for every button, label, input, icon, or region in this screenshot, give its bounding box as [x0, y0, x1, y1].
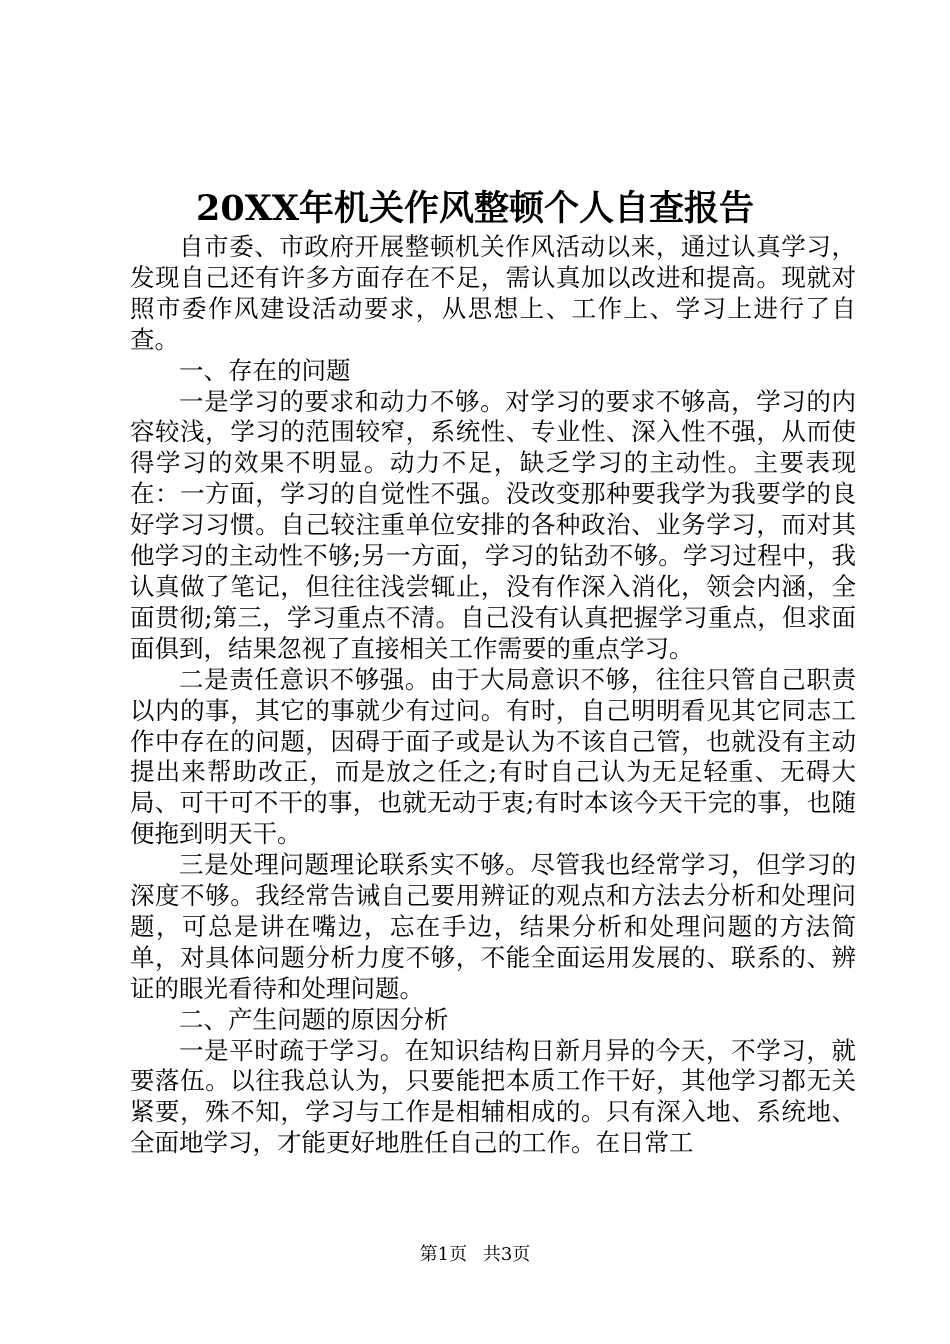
- page-number: 第1页: [419, 1244, 468, 1265]
- problem-paragraph-responsibility: 二是责任意识不够强。由于大局意识不够，往往只管自己职责以内的事，其它的事就少有过问。有时，自己明明看见其它同志工作中存在的问题，因碍于面子或是认为不该自己管，也就没有主动提出来帮助改正，而是放之任之;有时自己认为无足轻重、无碍大局、可干可不干的事，也就无动于衷;有时本该今天干完的事，也随便拖到明天干。: [130, 664, 856, 849]
- page-total: 共3页: [482, 1244, 531, 1265]
- document-body: [130, 232, 856, 1159]
- section-heading-causes: 二、产生问题的原因分析: [179, 1004, 449, 1034]
- page-footer: [0, 1243, 950, 1267]
- problem-paragraph-study: 一是学习的要求和动力不够。对学习的要求不够高，学习的内容较浅，学习的范围较窄，系统性、专业性、深入性不强，从而使得学习的效果不明显。动力不足，缺乏学习的主动性。主要表现在：一方面，学习的自觉性不强。没改变那种要我学为我要学的良好学习习惯。自己较注重单位安排的各种政治、业务学习，而对其他学习的主动性不够;另一方面，学习的钻劲不够。学习过程中，我认真做了笔记，但往往浅尝辄止，没有作深入消化，领会内涵，全面贯彻;第三，学习重点不清。自己没有认真把握学习重点，但求面面俱到，结果忽视了直接相关工作需要的重点学习。: [130, 386, 856, 663]
- section-heading-problems: 一、存在的问题: [179, 355, 351, 385]
- problem-paragraph-theory-practice: 三是处理问题理论联系实不够。尽管我也经常学习，但学习的深度不够。我经常告诫自己要用辨证的观点和方法去分析和处理问题，可总是讲在嘴边，忘在手边，结果分析和处理问题的方法简单，对具体问题分析力度不够，不能全面运用发展的、联系的、辨证的眼光看待和处理问题。: [130, 850, 856, 1003]
- intro-paragraph: 自市委、市政府开展整顿机关作风活动以来，通过认真学习，发现自己还有许多方面存在不足，需认真加以改进和提高。现就对照市委作风建设活动要求，从思想上、工作上、学习上进行了自查。: [130, 232, 856, 354]
- cause-paragraph-study: 一是平时疏于学习。在知识结构日新月异的今天，不学习，就要落伍。以往我总认为，只要能把本质工作干好，其他学习都无关紧要，殊不知，学习与工作是相辅相成的。只有深入地、系统地、全面地学习，才能更好地胜任自己的工作。在日常工: [130, 1035, 856, 1158]
- document-title: 20XX年机关作风整顿个人自查报告: [195, 188, 755, 229]
